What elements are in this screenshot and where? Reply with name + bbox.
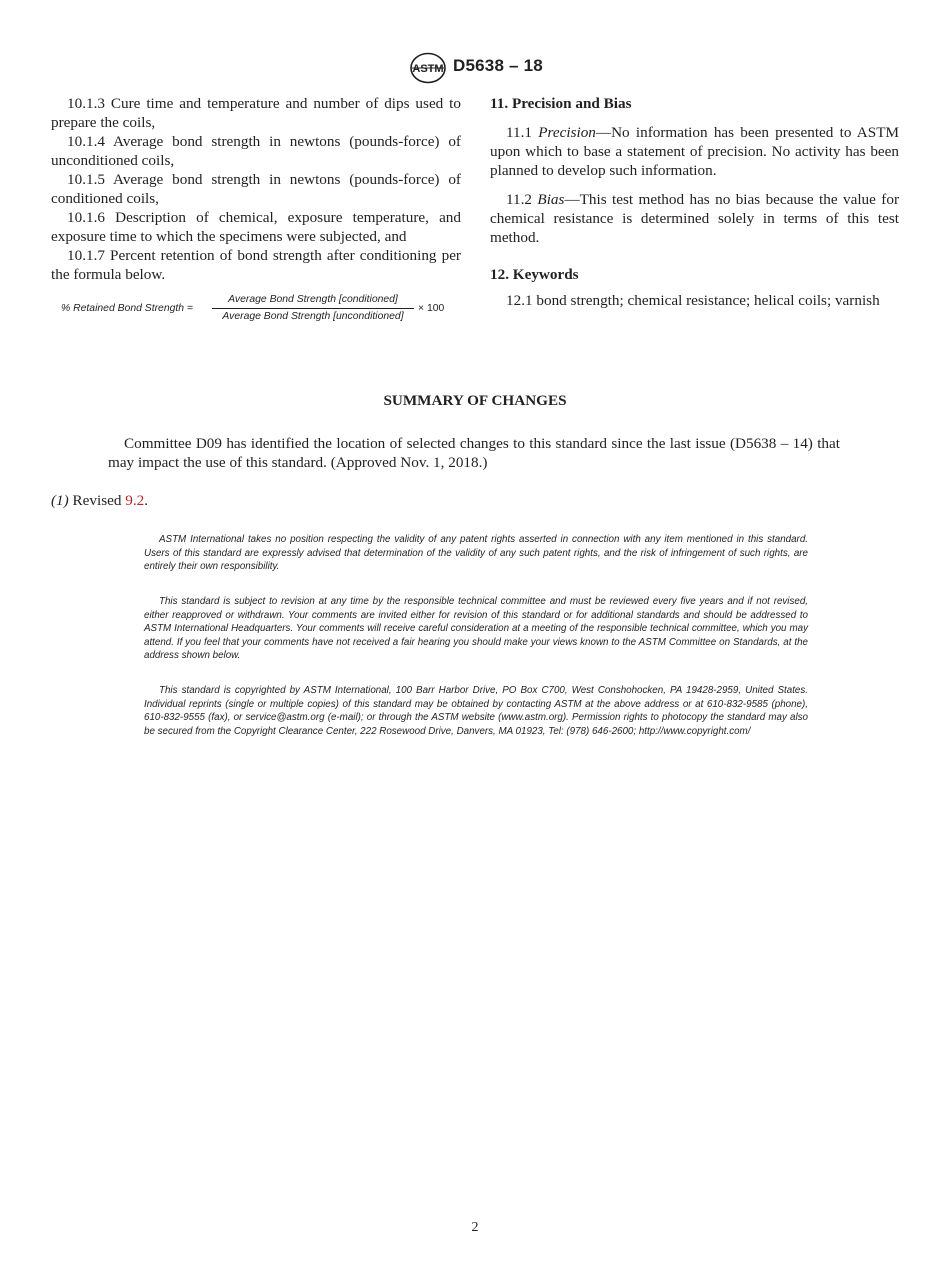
paragraph-11-2 — [490, 190, 899, 247]
retained-bond-strength-formula — [61, 293, 461, 325]
change-end: . — [144, 492, 149, 509]
formula-fraction — [212, 293, 414, 324]
revision-notice: This standard is subject to revision at any time by the responsible technical committee and must be reviewed every five years and if not revised, either reapproved or withdrawn. Your comments are invited either for revision of this standard or for additional standards and should be addressed to ASTM International Headquarters. Your comments will receive careful consideration at a meeting of the responsible technical committee, which you may attend. If you feel that your comments have not received a fair hearing you should make your views known to the ASTM Committee on Standards, at the address shown below. — [144, 596, 808, 662]
item-10-1-5: 10.1.5 Average bond strength in newtons (pounds-force) of conditioned coils, — [51, 171, 461, 207]
item-10-1-4: 10.1.4 Average bond strength in newtons (pounds-force) of unconditioned coils, — [51, 133, 461, 169]
formula-denominator: Average Bond Strength [unconditioned] — [222, 311, 404, 322]
astm-logo-icon — [409, 52, 447, 84]
page-header — [0, 52, 950, 84]
document-designation: D5638 – 18 — [453, 56, 543, 75]
summary-of-changes-title: SUMMARY OF CHANGES — [383, 392, 567, 409]
logo-lettering: ASTM — [412, 63, 444, 75]
formula-numerator: Average Bond Strength [conditioned] — [228, 294, 398, 305]
section-11-heading: 11. Precision and Bias — [490, 95, 632, 112]
paragraph-11-2-text: —This test method has no bias because the value for chemical resistance is determined solely in terms of this test method. — [490, 191, 899, 246]
section-9-2-link[interactable]: 9.2 — [125, 492, 145, 509]
item-10-1-6: 10.1.6 Description of chemical, exposure temperature, and exposure time to which the specimens were subjected, and — [51, 209, 461, 245]
paragraph-11-1-term: Precision — [538, 124, 596, 141]
summary-of-changes-text: Committee D09 has identified the location of selected changes to this standard since the last issue (D5638 – 14) that may impact the use of this standard. (Approved Nov. 1, 2018.) — [108, 435, 840, 471]
section-12-heading: 12. Keywords — [490, 266, 579, 283]
formula-multiplier: × 100 — [418, 303, 445, 314]
paragraph-12-1: 12.1 bond strength; chemical resistance; helical coils; varnish — [506, 292, 880, 309]
change-text: Revised — [72, 492, 122, 509]
change-number: (1) — [51, 492, 69, 509]
paragraph-11-1-number: 11.1 — [506, 124, 533, 141]
item-10-1-3: 10.1.3 Cure time and temperature and number of dips used to prepare the coils, — [51, 95, 461, 131]
formula-lhs: % Retained Bond Strength = — [61, 303, 193, 314]
left-column — [51, 94, 461, 284]
paragraph-11-2-number: 11.2 — [506, 191, 533, 208]
change-list-item — [51, 492, 148, 510]
page-number: 2 — [471, 1220, 479, 1235]
right-column — [490, 94, 899, 310]
paragraph-11-2-term: Bias — [537, 191, 565, 208]
patent-notice: ASTM International takes no position respecting the validity of any patent rights asserted in connection with any item mentioned in this standard. Users of this standard are expressly advised that determination of the validity of any such patent rights, and the risk of infringement of such rights, are entirely their own responsibility. — [144, 534, 808, 573]
fraction-bar — [212, 308, 414, 309]
item-10-1-7: 10.1.7 Percent retention of bond strength after conditioning per the formula below. — [51, 247, 461, 283]
paragraph-11-1-text: —No information has been presented to ASTM upon which to base a statement of precision. No activity has been planned to develop such information. — [490, 124, 900, 179]
paragraph-11-1 — [490, 123, 899, 180]
copyright-notice: This standard is copyrighted by ASTM International, 100 Barr Harbor Drive, PO Box C700, West Conshohocken, PA 19428-2959, United States. Individual reprints (single or multiple copies) of this standard may be obtained by contacting ASTM at the above address or at 610-832-9585 (phone), 610-832-9555 (fax), or service@astm.org (e-mail); or through the ASTM website (www.astm.org). Permission rights to photocopy the standard may also be secured from the Copyright Clearance Center, 222 Rosewood Drive, Danvers, MA 01923, Tel: (978) 646-2600; http://www.copyright.com/ — [144, 685, 808, 737]
